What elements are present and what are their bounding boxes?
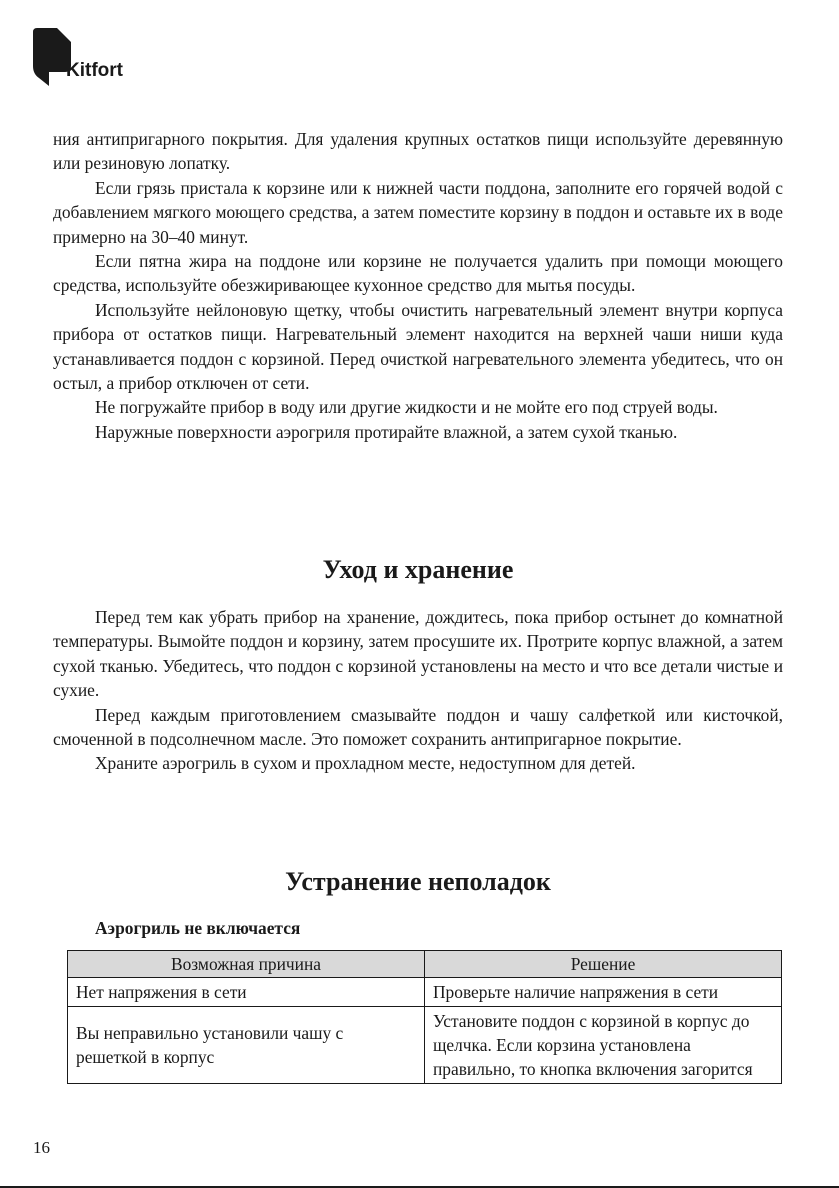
table-row bbox=[68, 1007, 782, 1084]
section-heading-care: Уход и хранение bbox=[322, 555, 514, 584]
brand-name: Kitfort bbox=[66, 60, 123, 81]
column-header-cause: Возможная причина bbox=[68, 951, 425, 978]
table-cell-solution: Проверьте наличие напряжения в сети bbox=[425, 978, 782, 1007]
troubleshooting-subheading: Аэрогриль не включается bbox=[95, 918, 301, 938]
page-number: 16 bbox=[33, 1138, 50, 1157]
paragraph: Наружные поверхности аэрогриля протирайте влажной, а затем сухой тканью. bbox=[95, 421, 678, 442]
paragraph: Перед каждым приготовлением смазывайте поддон и чашу салфеткой или кисточкой, смоченной в подсолнечном масле. Это поможет сохранить антипригарное покрытие. bbox=[53, 704, 783, 750]
table-cell-cause: Вы неправильно установили чашу с решеткой в корпус bbox=[68, 1007, 425, 1084]
paragraph: Если грязь пристала к корзине или к нижней части поддона, заполните его горячей водой с добавлением мягкого моющего средства, а затем поместите корзину в поддон и оставьте их в воде примерно на 30–40 минут. bbox=[53, 177, 783, 247]
paragraph: Используйте нейлоновую щетку, чтобы очистить нагревательный элемент внутри корпуса прибора от остатков пищи. Нагревательный элемент находится на верхней чаши ниши куда устанавливается поддон с корзиной. Перед очисткой нагревательного элемента убедитесь, что он остыл, а прибор отключен от сети. bbox=[53, 299, 783, 394]
section-heading-troubleshooting: Устранение неполадок bbox=[285, 867, 551, 896]
cleaning-section bbox=[53, 127, 783, 444]
table-cell-solution: Установите поддон с корзиной в корпус до щелчка. Если корзина установлена правильно, то кнопка включения загорится bbox=[425, 1007, 782, 1084]
care-section bbox=[53, 605, 783, 776]
table-cell-cause: Нет напряжения в сети bbox=[68, 978, 425, 1007]
troubleshooting-table bbox=[67, 950, 782, 1084]
paragraph: Если пятна жира на поддоне или корзине не получается удалить при помощи моющего средства, используйте обезжиривающее кухонное средство для мытья посуды. bbox=[53, 251, 783, 296]
paragraph: Перед тем как убрать прибор на хранение, дождитесь, пока прибор остынет до комнатной температуры. Вымойте поддон и корзину, затем просушите их. Протрите корпус влажной, а затем сухой тканью. Убедитесь, что поддон с корзиной установлены на место и что все детали чистые и сухие. bbox=[53, 607, 783, 701]
paragraph: Не погружайте прибор в воду или другие жидкости и не мойте его под струей воды. bbox=[95, 397, 718, 418]
column-header-solution: Решение bbox=[425, 951, 782, 978]
table-row bbox=[68, 978, 782, 1007]
table-header-row bbox=[68, 951, 782, 978]
paragraph: ния антипригарного покрытия. Для удаления крупных остатков пищи используйте деревянную или резиновую лопатку. bbox=[53, 129, 783, 174]
paragraph: Храните аэрогриль в сухом и прохладном месте, недоступном для детей. bbox=[95, 753, 636, 774]
